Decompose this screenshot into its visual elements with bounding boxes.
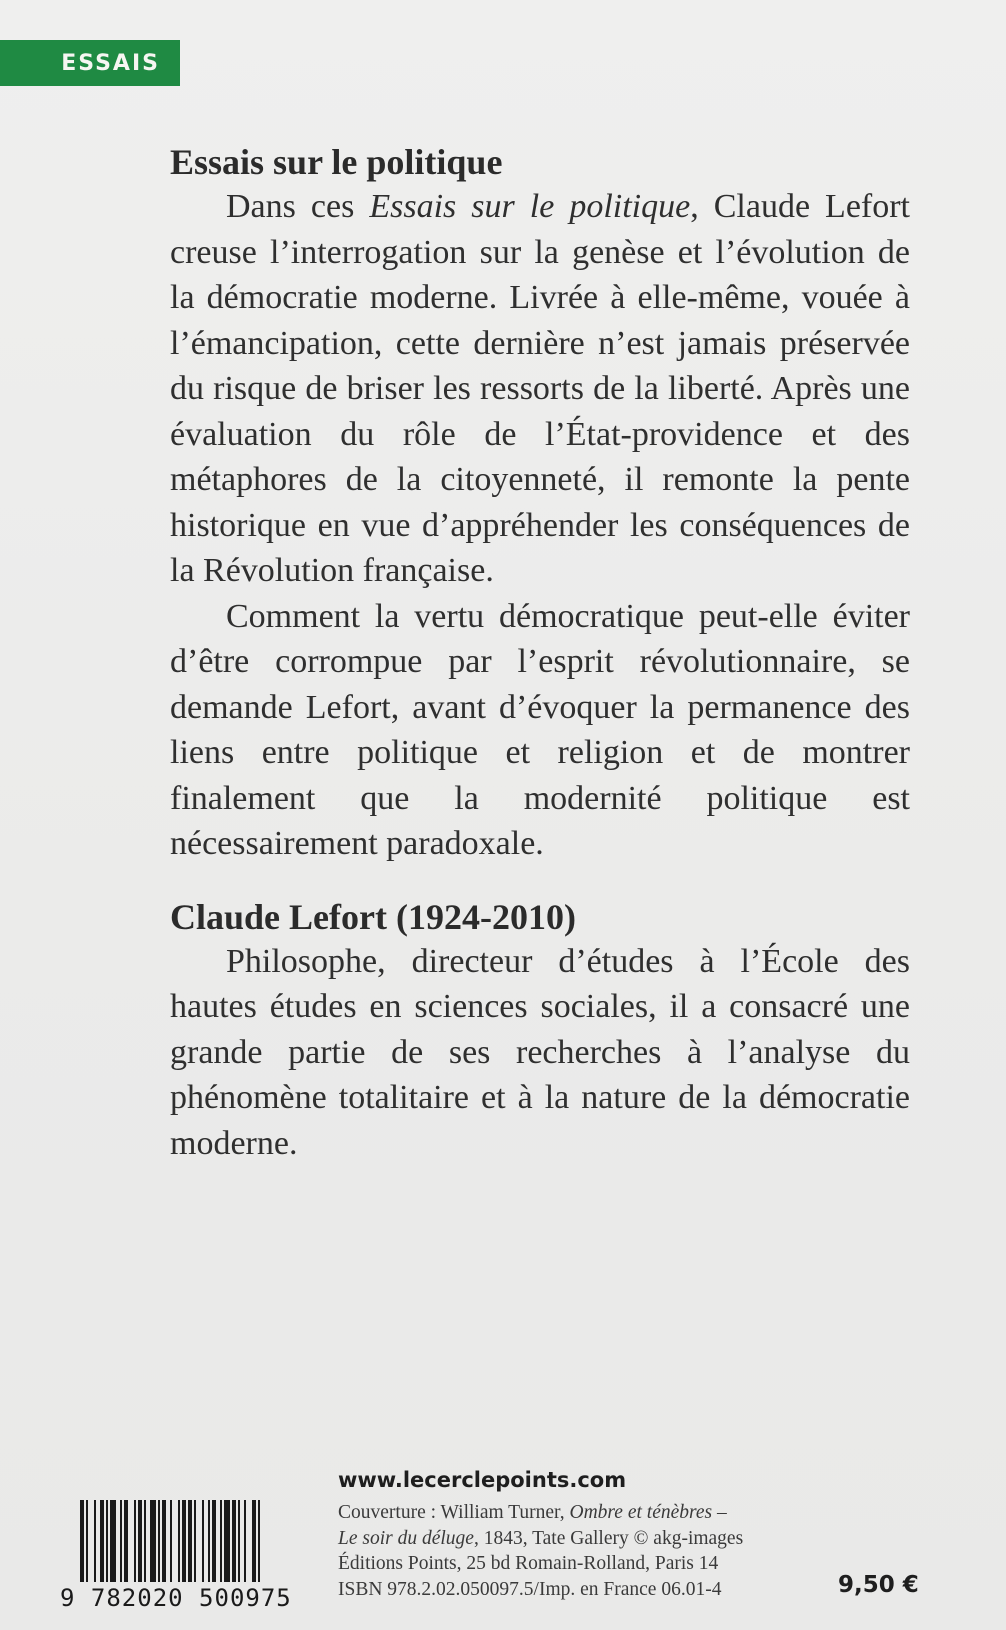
barcode-bar <box>124 1500 128 1582</box>
credit-text: , 1843, Tate Gallery © akg-images <box>473 1527 744 1549</box>
barcode-bar <box>106 1500 108 1582</box>
credit-artwork-title: Ombre et ténèbres – <box>569 1502 727 1523</box>
barcode-bar <box>202 1500 204 1582</box>
barcode-bar <box>238 1500 240 1582</box>
credit-line-4: ISBN 978.2.02.050097.5/Imp. en France 06.01-4 <box>338 1578 722 1600</box>
barcode-bar <box>86 1500 88 1582</box>
barcode-bar <box>178 1500 180 1582</box>
barcode-bar <box>162 1500 166 1582</box>
barcode-bar <box>224 1500 230 1582</box>
barcode-bar <box>100 1500 104 1582</box>
summary-text-start: Dans ces <box>226 188 370 225</box>
barcode-bar <box>110 1500 116 1582</box>
barcode-bar <box>220 1500 222 1582</box>
barcode-bar <box>134 1500 136 1582</box>
barcode-bar <box>208 1500 210 1582</box>
barcode-bar <box>232 1500 236 1582</box>
credit-line-1 <box>338 1500 798 1526</box>
credit-text: Couverture : William Turner, <box>338 1502 570 1523</box>
barcode-bar <box>120 1500 122 1582</box>
summary-text-rest: , Claude Lefort creuse l’interrogation sur la genèse et l’évolution de la démocratie moderne. Livrée à elle-même, vouée à l’émancipation, cette dernière n’est jamais préservée du risque de briser les ressorts de la liberté. Après une évaluation du rôle de l’État-providence et des métaphores de la citoyenneté, il remonte la pente historique en vue d’appréhender les conséquences de la Révolution française. <box>170 188 910 589</box>
barcode-bar <box>80 1500 84 1582</box>
barcode-bar <box>170 1500 172 1582</box>
summary-italic-title: Essais sur le politique <box>369 188 691 225</box>
credit-line-3: Éditions Points, 25 bd Romain-Rolland, Paris 14 <box>338 1553 719 1574</box>
author-bio: Philosophe, directeur d’études à l’École des hautes études en sciences sociales, il a consacré une grande partie de ses recherches à l’analyse du phénomène totalitaire et à la nature de la démocratie moderne. <box>170 942 910 1162</box>
barcode-bar <box>252 1500 256 1582</box>
barcode-bar <box>188 1500 192 1582</box>
barcode-bar <box>150 1500 156 1582</box>
summary-paragraph-1 <box>170 184 910 594</box>
barcode-bar <box>158 1500 160 1582</box>
cover-credits <box>338 1500 798 1602</box>
publisher-website[interactable]: www.lecerclepoints.com <box>338 1468 627 1492</box>
barcode-bar <box>212 1500 216 1582</box>
barcode-bar <box>144 1500 146 1582</box>
summary-paragraph-2: Comment la vertu démocratique peut-elle éviter d’être corrompue par l’esprit révolutionnaire, se demande Lefort, avant d’évoquer la permanence des liens entre politique et religion et de montrer finalement que la modernité politique est nécessairement paradoxale. <box>170 597 910 862</box>
credit-artwork-subtitle: Le soir du déluge <box>338 1527 474 1549</box>
barcode-bar <box>138 1500 142 1582</box>
price-label: 9,50 € <box>838 1572 919 1598</box>
barcode-bar <box>258 1500 260 1582</box>
series-tag: ESSAIS <box>0 40 180 86</box>
main-content <box>170 140 910 1166</box>
barcode-bar <box>244 1500 246 1582</box>
book-title: Essais sur le politique <box>170 142 503 182</box>
barcode-number: 9 782020 500975 <box>60 1584 292 1612</box>
author-heading: Claude Lefort (1924-2010) <box>170 896 576 937</box>
section-gap <box>170 867 910 895</box>
barcode-bar <box>182 1500 186 1582</box>
barcode-bar <box>94 1500 96 1582</box>
barcode-bars <box>80 1500 310 1582</box>
barcode-bar <box>194 1500 196 1582</box>
credit-line-2 <box>338 1526 798 1552</box>
barcode <box>60 1500 320 1610</box>
